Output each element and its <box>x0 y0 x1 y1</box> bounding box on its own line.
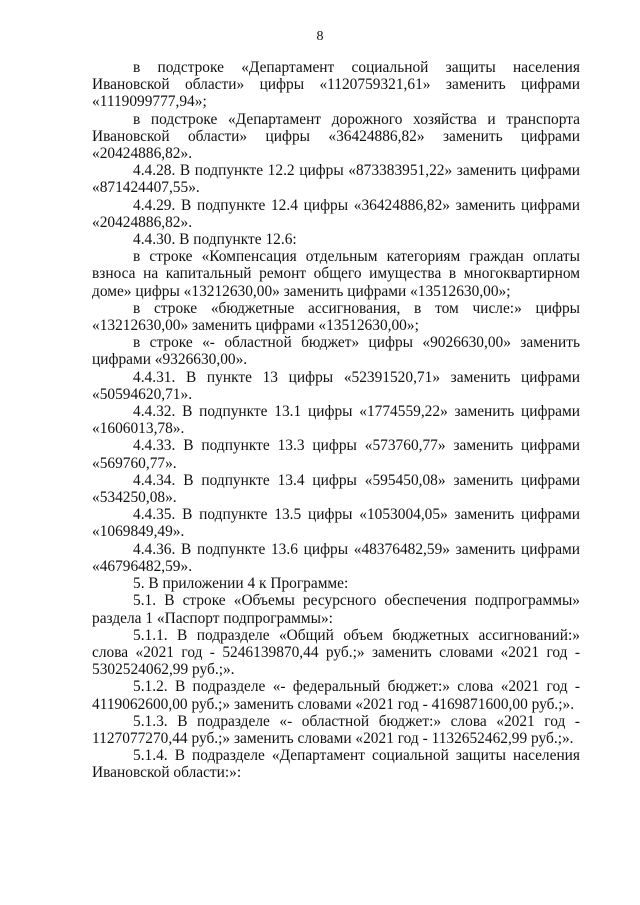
paragraph: 4.4.35. В подпункте 13.5 цифры «1053004,05» заменить цифрами «1069849,49». <box>92 506 580 541</box>
paragraph: в подстроке «Департамент дорожного хозяйства и транспорта Ивановской области» цифры «36424886,82» заменить цифрами «20424886,82». <box>92 110 580 163</box>
paragraph: 4.4.32. В подпункте 13.1 цифры «1774559,22» заменить цифрами «1606013,78». <box>92 403 580 438</box>
paragraph: 4.4.31. В пункте 13 цифры «52391520,71» заменить цифрами «50594620,71». <box>92 368 580 403</box>
paragraph: 5.1.1. В подразделе «Общий объем бюджетных ассигнований:» слова «2021 год - 5246139870,44 руб.;» заменить словами «2021 год - 5302524062,99 руб.;». <box>92 626 580 679</box>
paragraph: в строке «- областной бюджет» цифры «9026630,00» заменить цифрами «9326630,00». <box>92 334 580 369</box>
paragraph: 5.1.4. В подразделе «Департамент социальной защиты населения Ивановской области:»: <box>92 747 580 782</box>
paragraph: 4.4.29. В подпункте 12.4 цифры «36424886,82» заменить цифрами «20424886,82». <box>92 196 580 231</box>
paragraph: в подстроке «Департамент социальной защиты населения Ивановской области» цифры «1120759321,61» заменить цифрами «1119099777,94»; <box>92 59 580 111</box>
document-body <box>92 59 580 782</box>
paragraph: 4.4.36. В подпункте 13.6 цифры «48376482,59» заменить цифрами «46796482,59». <box>92 540 580 575</box>
paragraph: 5.1. В строке «Объемы ресурсного обеспечения подпрограммы» раздела 1 «Паспорт подпрограммы»: <box>92 592 580 627</box>
paragraph: 4.4.28. В подпункте 12.2 цифры «873383951,22» заменить цифрами «871424407,55». <box>92 162 580 197</box>
paragraph: 4.4.33. В подпункте 13.3 цифры «573760,77» заменить цифрами «569760,77». <box>92 437 580 472</box>
paragraph: в строке «бюджетные ассигнования, в том числе:» цифры «13212630,00» заменить цифрами «13512630,00»; <box>92 299 580 335</box>
paragraph: в строке «Компенсация отдельным категориям граждан оплаты взноса на капитальный ремонт общего имущества в многоквартирном доме» цифры «13212630,00» заменить цифрами «13512630,00»; <box>92 248 580 300</box>
page-number: 8 <box>316 29 324 44</box>
paragraph: 5.1.3. В подразделе «- областной бюджет:» слова «2021 год - 1127077270,44 руб.;» заменить словами «2021 год - 1132652462,99 руб.;». <box>92 712 580 747</box>
paragraph: 4.4.30. В подпункте 12.6: <box>133 231 297 249</box>
paragraph: 4.4.34. В подпункте 13.4 цифры «595450,08» заменить цифрами «534250,08». <box>92 471 580 507</box>
paragraph: 5. В приложении 4 к Программе: <box>133 575 349 593</box>
paragraph: 5.1.2. В подразделе «- федеральный бюджет:» слова «2021 год - 4119062600,00 руб.;» заменить словами «2021 год - 4169871600,00 руб.;». <box>92 678 580 713</box>
